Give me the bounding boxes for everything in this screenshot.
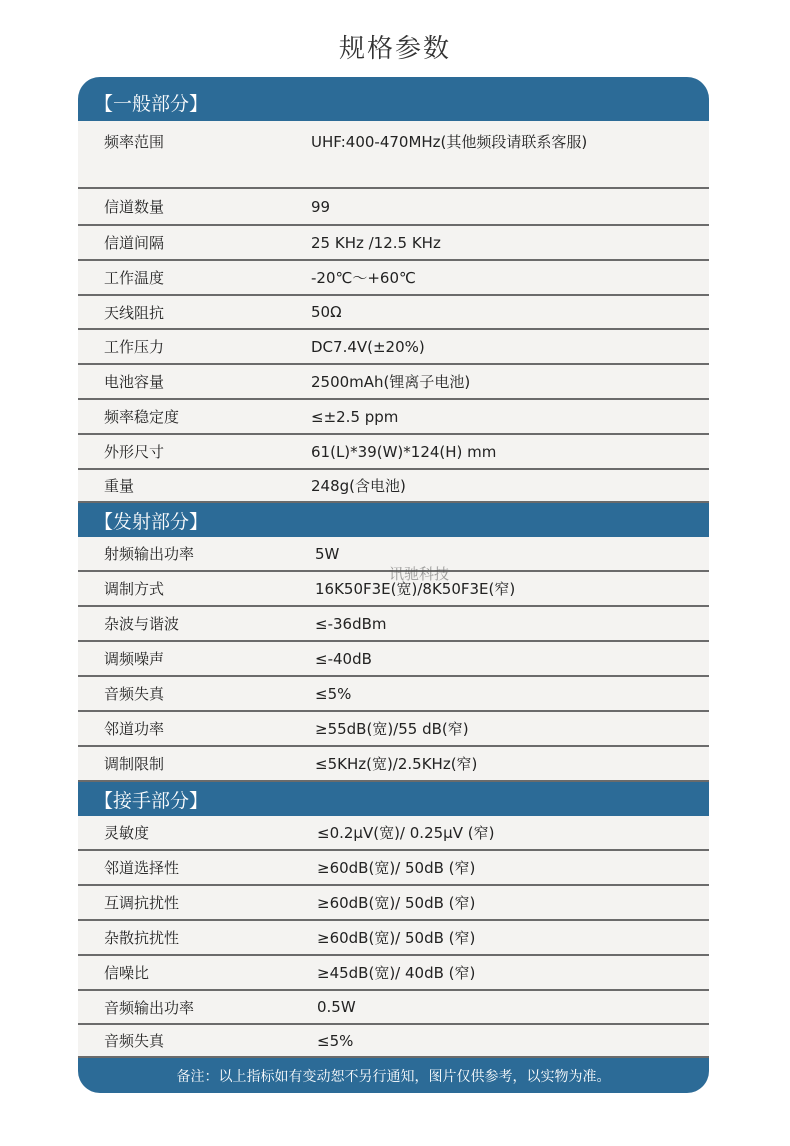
spec-row [78,121,709,189]
spec-label: 工作温度 [104,269,165,287]
spec-value: 2500mAh(锂离子电池) [311,373,471,391]
spec-row [78,851,709,886]
spec-row [78,330,709,365]
spec-value: 248g(含电池) [311,477,406,495]
spec-value: ≤0.2μV(宽)/ 0.25μV (窄) [317,824,495,842]
spec-value: ≤5KHz(宽)/2.5KHz(窄) [315,755,478,773]
spec-row [78,886,709,921]
spec-label: 电池容量 [104,373,165,391]
spec-label: 信道数量 [104,198,165,216]
spec-label: 杂散抗扰性 [104,929,180,947]
watermark: 讯驰科技 [389,565,450,583]
spec-row [78,1025,709,1058]
spec-label: 频率范围 [104,133,165,151]
spec-row [78,712,709,747]
spec-label: 外形尺寸 [104,443,165,461]
spec-row [78,921,709,956]
spec-row [78,189,709,226]
spec-row [78,296,709,330]
spec-value: UHF:400-470MHz(其他频段请联系客服) [311,133,588,151]
spec-label: 天线阻抗 [104,303,165,322]
spec-label: 邻道选择性 [104,859,180,877]
spec-label: 射频输出功率 [104,545,195,563]
section-header-transmit: 【发射部分】 [78,503,709,537]
page-title: 规格参数 [338,34,451,64]
spec-row [78,261,709,296]
spec-label: 信道间隔 [104,234,165,252]
spec-row [78,991,709,1025]
spec-label: 邻道功率 [104,720,165,738]
spec-label: 调制方式 [104,580,165,598]
spec-label: 音频失真 [104,685,165,703]
spec-value: 50Ω [311,303,342,321]
spec-value: ≥55dB(宽)/55 dB(窄) [315,720,469,738]
spec-card [78,77,709,1093]
spec-value: 25 KHz /12.5 KHz [311,233,441,252]
spec-label: 调制限制 [104,755,165,773]
footer-note: 备注：以上指标如有变动恕不另行通知，图片仅供参考，以实物为准。 [78,1058,709,1093]
section-header-general: 【一般部分】 [78,77,709,121]
spec-value: ≥45dB(宽)/ 40dB (窄) [317,964,476,982]
spec-label: 调频噪声 [104,650,165,668]
spec-value: ≤-40dB [315,649,372,668]
spec-row [78,435,709,470]
section-header-receive: 【接手部分】 [78,782,709,816]
spec-row [78,400,709,435]
spec-value: ≤-36dBm [315,614,387,633]
spec-value: ≥60dB(宽)/ 50dB (窄) [317,894,476,912]
spec-value: ≥60dB(宽)/ 50dB (窄) [317,929,476,947]
spec-label: 音频失真 [104,1032,165,1050]
spec-value: 61(L)*39(W)*124(H) mm [311,442,497,461]
spec-label: 杂波与谐波 [104,615,180,633]
spec-value: ≤±2.5 ppm [311,407,399,426]
spec-label: 重量 [104,477,135,495]
spec-value: ≤5% [315,684,352,703]
spec-row [78,226,709,261]
spec-value: ≤5% [317,1031,354,1050]
spec-label: 音频输出功率 [104,998,195,1017]
spec-value: DC7.4V(±20%) [311,337,425,356]
spec-row [78,816,709,851]
spec-row [78,747,709,782]
spec-row [78,642,709,677]
spec-value: 99 [311,197,331,216]
spec-value: ≥60dB(宽)/ 50dB (窄) [317,859,476,877]
spec-row [78,677,709,712]
spec-row [78,607,709,642]
spec-label: 信噪比 [104,964,150,982]
spec-row [78,956,709,991]
spec-row [78,365,709,400]
spec-label: 频率稳定度 [104,408,180,426]
spec-label: 灵敏度 [104,824,150,842]
spec-label: 工作压力 [104,338,165,356]
spec-value: -20℃～+60℃ [311,269,416,287]
spec-value: 5W [315,544,340,563]
spec-value: 0.5W [317,998,356,1016]
spec-label: 互调抗扰性 [104,894,180,912]
spec-value: 16K50F3E(宽)/8K50F3E(窄) [315,580,516,598]
spec-row [78,470,709,503]
